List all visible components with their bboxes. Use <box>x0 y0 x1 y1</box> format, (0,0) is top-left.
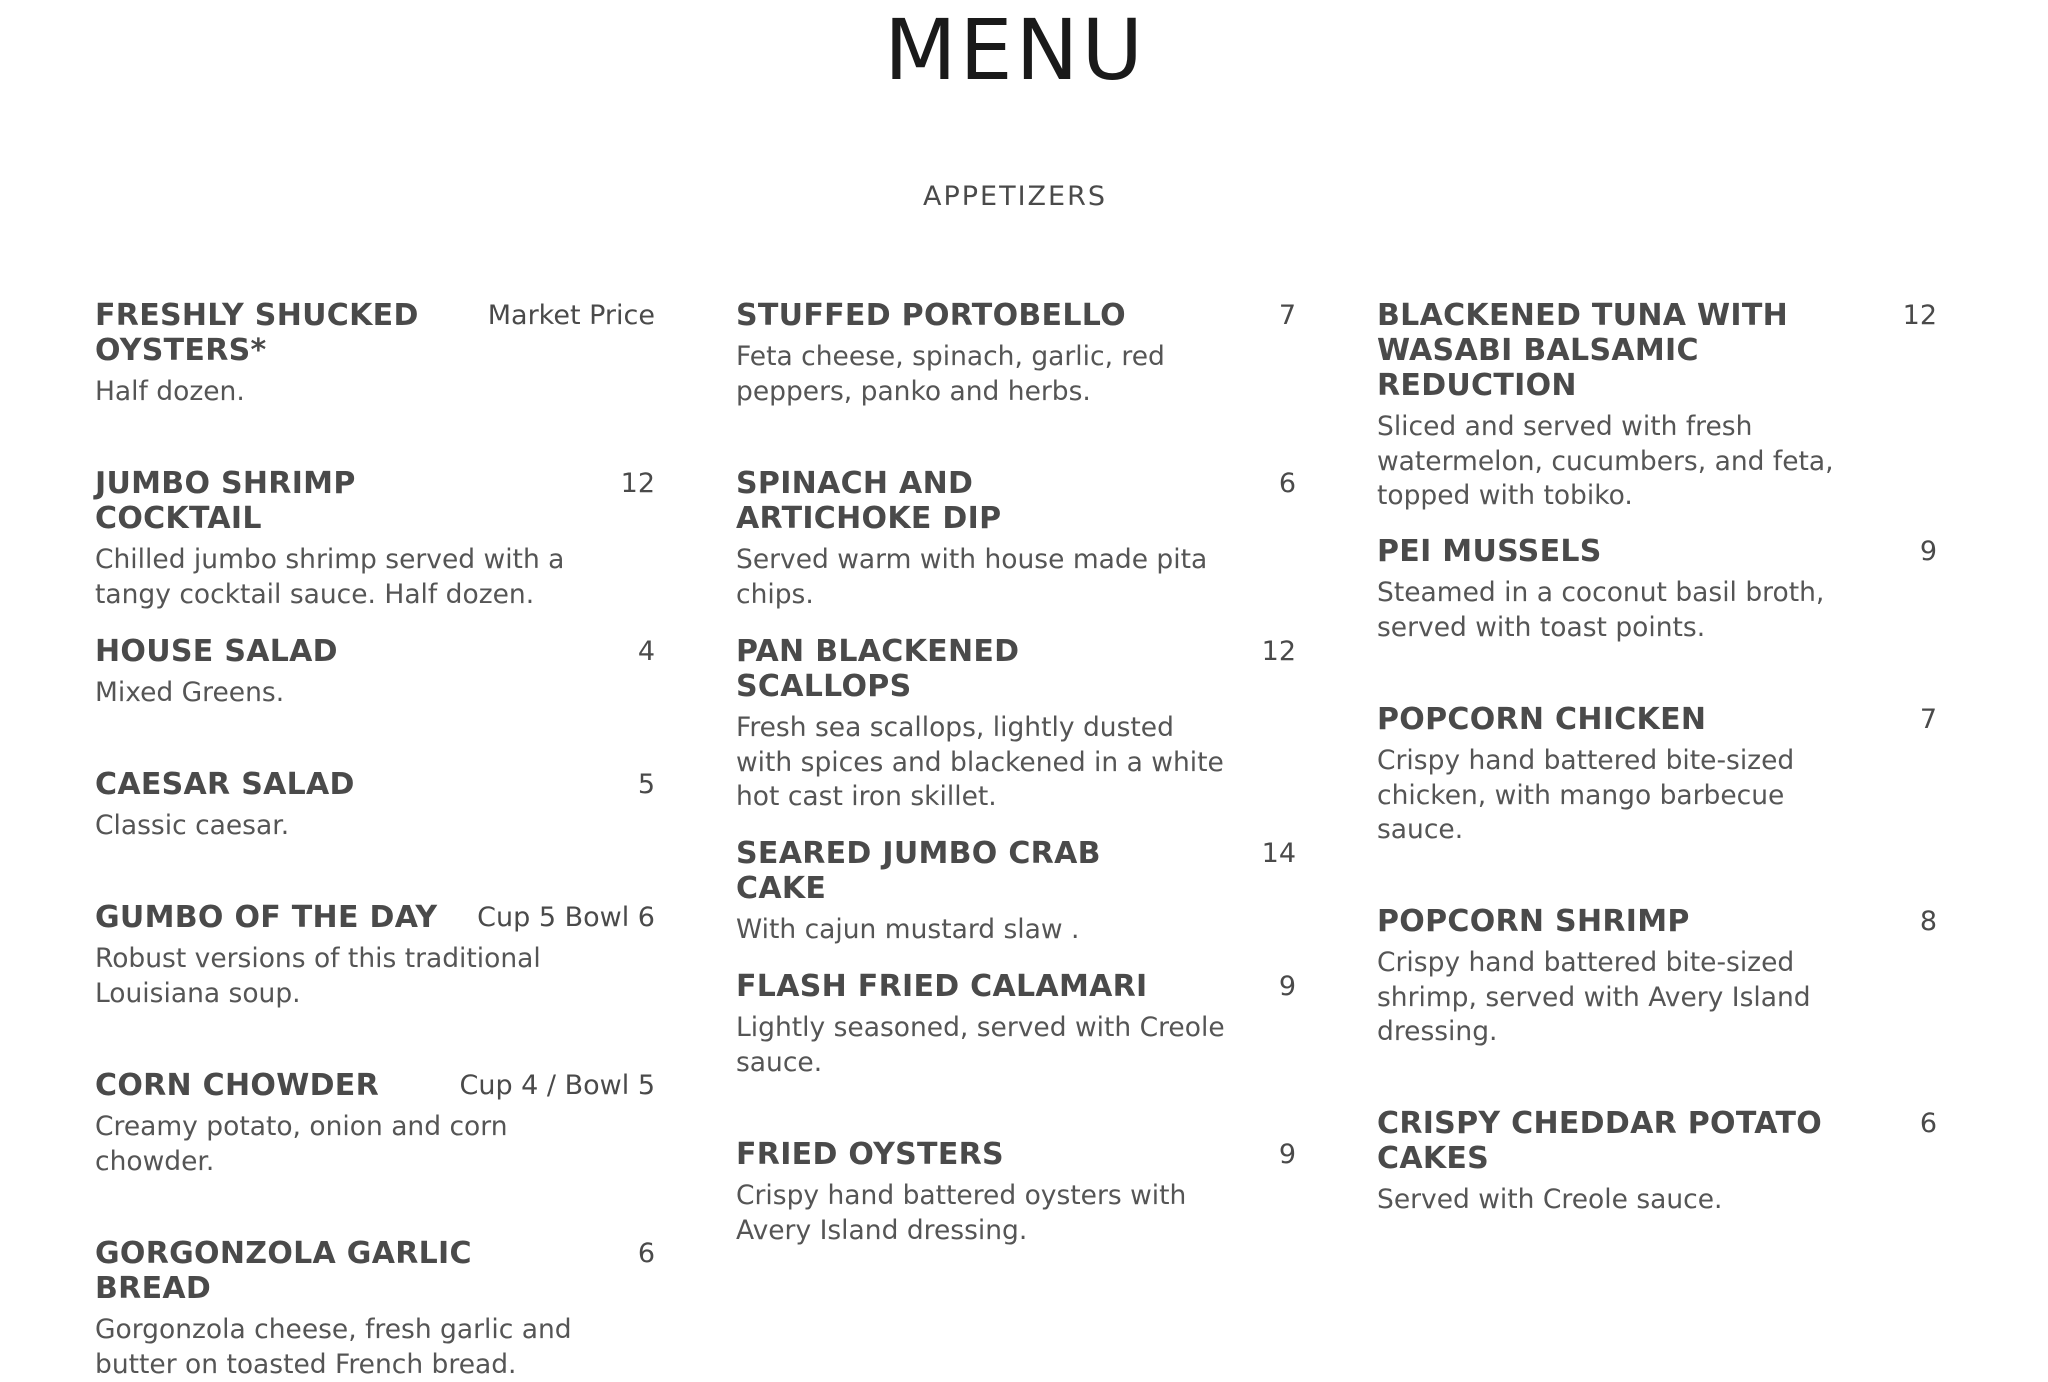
menu-item <box>736 1137 1296 1248</box>
menu-item-description: Feta cheese, spinach, garlic, red peppers, panko and herbs. <box>736 341 1165 407</box>
menu-item <box>736 969 1296 1080</box>
menu-item <box>1377 1106 1937 1218</box>
menu-item-description: Crispy hand battered bite-sized chicken, with mango barbecue sauce. <box>1377 745 1795 845</box>
menu-item <box>1377 702 1937 848</box>
menu-item <box>95 900 655 1011</box>
menu-item-description: Served with Creole sauce. <box>1377 1184 1723 1215</box>
menu-item <box>1377 904 1937 1050</box>
menu-item-price: 12 <box>1261 636 1296 667</box>
section-title: APPETIZERS <box>922 181 1107 212</box>
menu-item-description: Half dozen. <box>95 376 245 407</box>
menu-item-price: Market Price <box>487 300 655 331</box>
menu-item-header <box>95 466 655 536</box>
menu-item-description: Lightly seasoned, served with Creole sauce. <box>736 1012 1225 1078</box>
menu-item-price: Cup 5 Bowl 6 <box>477 902 655 933</box>
menu-item-header <box>1377 534 1937 569</box>
menu-item-header <box>736 969 1296 1004</box>
menu-item-name: BLACKENED TUNA WITH WASABI BALSAMIC REDUCTION <box>1377 298 1789 403</box>
menu-item <box>95 466 655 612</box>
menu-item-name: CRISPY CHEDDAR POTATO CAKES <box>1377 1106 1823 1176</box>
menu-item-price: 9 <box>1278 971 1296 1002</box>
menu-item-description: Served warm with house made pita chips. <box>736 544 1208 610</box>
menu-item-header <box>736 466 1296 536</box>
menu-item-header <box>95 900 655 935</box>
menu-item-price: 6 <box>1278 468 1296 499</box>
menu-item <box>736 836 1296 948</box>
menu-item-header <box>736 634 1296 704</box>
menu-item-price: 7 <box>1919 704 1937 735</box>
menu-item-price: 6 <box>1919 1108 1937 1139</box>
menu-item-header <box>1377 702 1937 737</box>
menu-item-description: Gorgonzola cheese, fresh garlic and butter on toasted French bread. <box>95 1314 572 1380</box>
menu-item-header <box>95 1236 655 1306</box>
menu-item-name: PAN BLACKENED SCALLOPS <box>736 634 1020 704</box>
menu-item-description: Chilled jumbo shrimp served with a tangy cocktail sauce. Half dozen. <box>95 544 565 610</box>
page-title: MENU <box>884 1 1146 99</box>
menu-item-description: Robust versions of this traditional Louisiana soup. <box>95 943 541 1009</box>
menu-item-name: SEARED JUMBO CRAB CAKE <box>736 836 1101 906</box>
menu-item-header <box>95 1068 655 1103</box>
menu-item-name: FLASH FRIED CALAMARI <box>736 969 1148 1004</box>
menu-item <box>95 634 655 711</box>
menu-item <box>736 634 1296 815</box>
menu-item-price: 6 <box>637 1238 655 1269</box>
menu-item-header <box>736 836 1296 906</box>
menu-item-header <box>1377 298 1937 403</box>
menu-item-description: Crispy hand battered oysters with Avery Island dressing. <box>736 1180 1187 1246</box>
menu-item <box>1377 534 1937 645</box>
menu-item-header <box>1377 904 1937 939</box>
menu-item-price: Cup 4 / Bowl 5 <box>459 1070 655 1101</box>
menu-item-description: Classic caesar. <box>95 810 290 841</box>
menu-item-description: Creamy potato, onion and corn chowder. <box>95 1111 508 1177</box>
menu-item-description: Sliced and served with fresh watermelon, cucumbers, and feta, topped with tobiko. <box>1377 411 1834 511</box>
menu-item-name: FRESHLY SHUCKED OYSTERS* <box>95 298 419 368</box>
menu-item-header <box>1377 1106 1937 1176</box>
menu-item <box>95 767 655 844</box>
menu-item-header <box>736 298 1296 333</box>
menu-item-name: CAESAR SALAD <box>95 767 355 802</box>
menu-item-price: 12 <box>1902 300 1937 331</box>
menu-item-name: POPCORN CHICKEN <box>1377 702 1707 737</box>
menu-item-name: GUMBO OF THE DAY <box>95 900 438 935</box>
menu-item <box>95 1236 655 1382</box>
menu-item-price: 9 <box>1919 536 1937 567</box>
menu-item-price: 4 <box>637 636 655 667</box>
menu-item-description: Mixed Greens. <box>95 677 285 708</box>
menu-item-header <box>736 1137 1296 1172</box>
menu-item-description: Steamed in a coconut basil broth, served with toast points. <box>1377 577 1825 643</box>
menu-item-name: SPINACH AND ARTICHOKE DIP <box>736 466 1002 536</box>
menu-item-name: HOUSE SALAD <box>95 634 338 669</box>
menu-item-price: 14 <box>1261 838 1296 869</box>
menu-item <box>736 466 1296 612</box>
menu-item-name: PEI MUSSELS <box>1377 534 1602 569</box>
menu-item-description: With cajun mustard slaw . <box>736 914 1080 945</box>
menu-item-name: STUFFED PORTOBELLO <box>736 298 1126 333</box>
menu-item-name: FRIED OYSTERS <box>736 1137 1004 1172</box>
menu-item-price: 12 <box>620 468 655 499</box>
menu-item-price: 7 <box>1278 300 1296 331</box>
menu-item <box>736 298 1296 409</box>
menu-item-description: Fresh sea scallops, lightly dusted with spices and blackened in a white hot cast iron skillet. <box>736 712 1224 812</box>
menu-item-price: 8 <box>1919 906 1937 937</box>
menu-item-description: Crispy hand battered bite-sized shrimp, served with Avery Island dressing. <box>1377 947 1811 1047</box>
menu-item-price: 9 <box>1278 1139 1296 1170</box>
menu-item-name: JUMBO SHRIMP COCKTAIL <box>95 466 356 536</box>
menu-item-name: GORGONZOLA GARLIC BREAD <box>95 1236 472 1306</box>
menu-item-name: POPCORN SHRIMP <box>1377 904 1690 939</box>
menu-item-header <box>95 634 655 669</box>
menu-item <box>1377 298 1937 514</box>
menu-item-name: CORN CHOWDER <box>95 1068 379 1103</box>
menu-item-price: 5 <box>637 769 655 800</box>
menu-item-header <box>95 767 655 802</box>
menu-item <box>95 298 655 410</box>
menu-item <box>95 1068 655 1179</box>
menu-item-header <box>95 298 655 368</box>
